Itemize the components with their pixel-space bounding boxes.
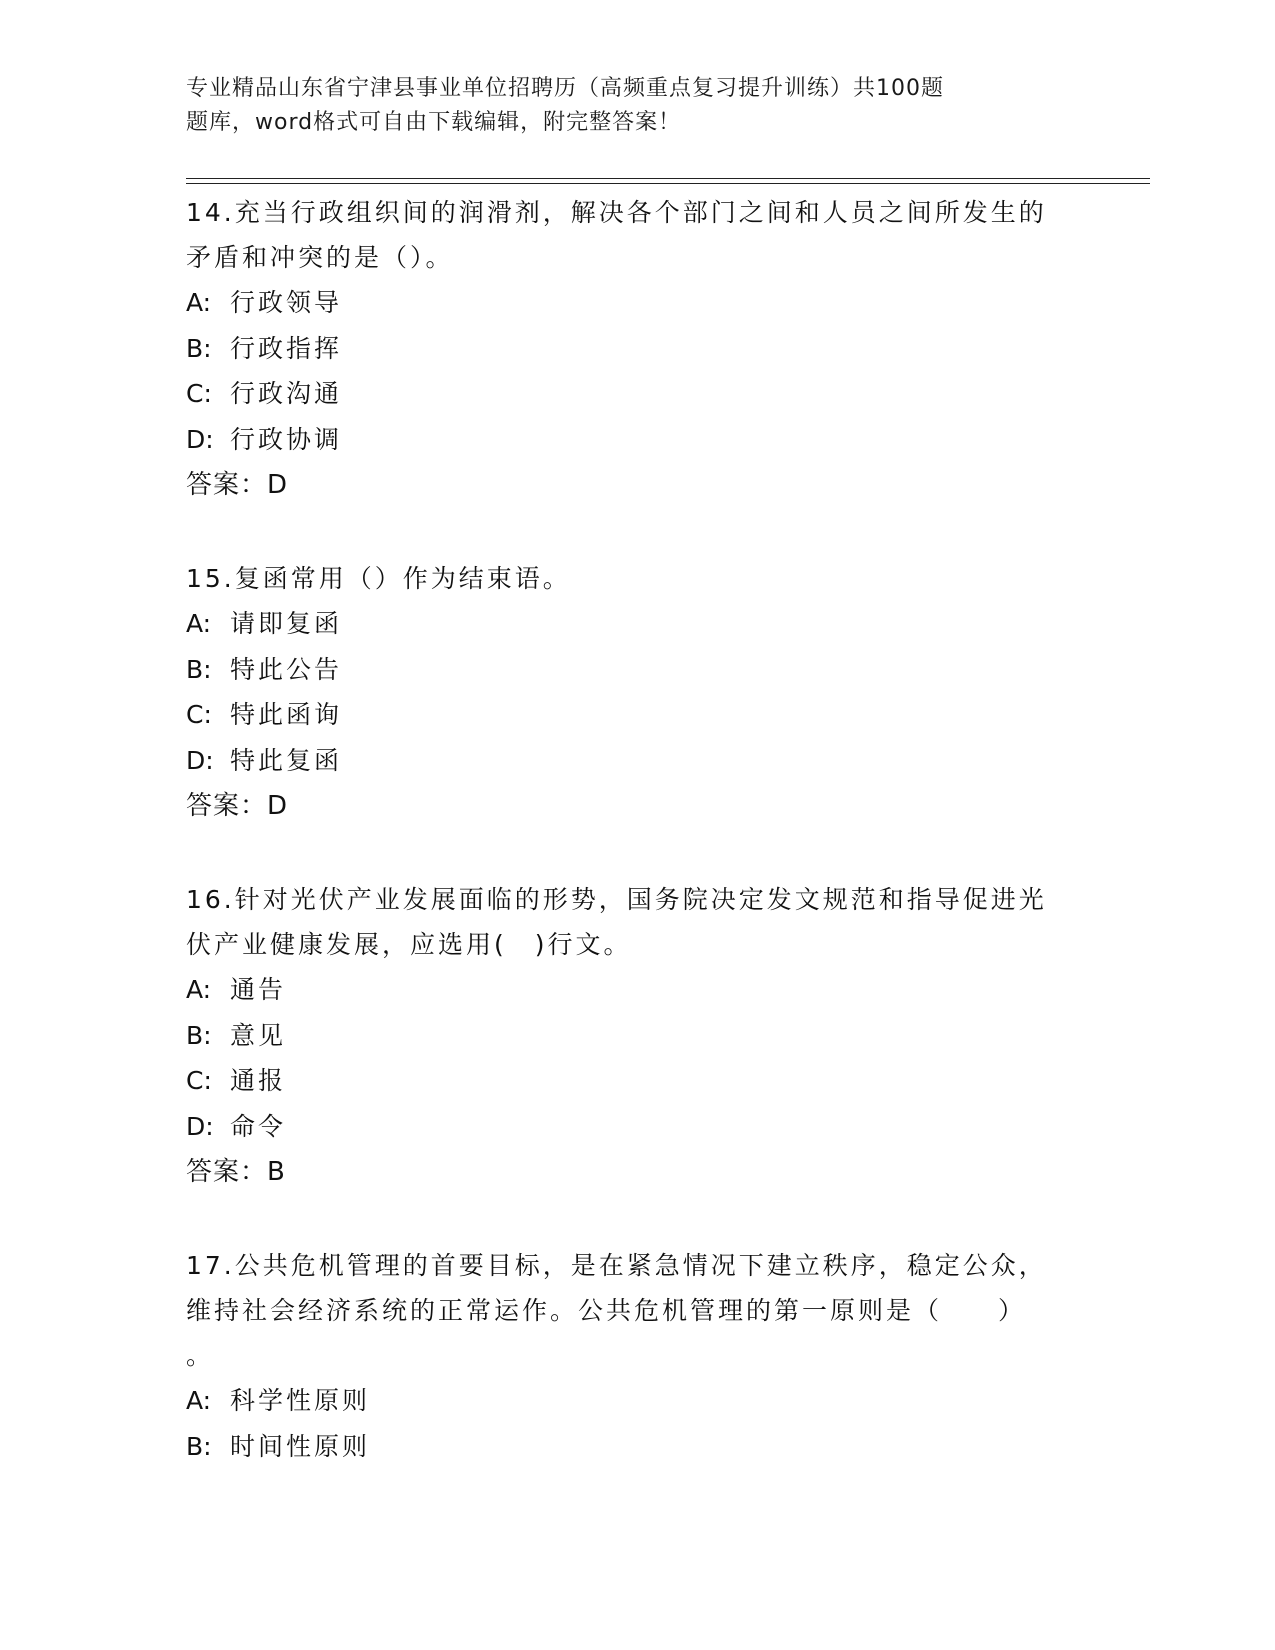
- option-a: [186, 1378, 1086, 1424]
- option-letter: C:: [186, 700, 212, 729]
- question-15: [186, 556, 1086, 829]
- option-text: 行政沟通: [230, 379, 343, 408]
- question-number: 17.: [186, 1251, 235, 1280]
- option-text: 特此公告: [230, 654, 343, 684]
- option-d: [186, 738, 1086, 784]
- option-letter: B:: [186, 333, 212, 363]
- option-b: [186, 647, 1086, 693]
- question-number: 14.: [186, 198, 235, 227]
- question-line: 公共危机管理的首要目标，是在紧急情况下建立秩序，稳定公众，: [234, 1251, 1047, 1280]
- option-d: [186, 417, 1086, 463]
- option-text: 行政领导: [230, 288, 343, 317]
- header-line-2: 题库，word格式可自由下载编辑，附完整答案！: [186, 110, 682, 135]
- document-header: [186, 72, 1066, 140]
- option-b: [186, 1424, 1086, 1470]
- header-line-1: 专业精品山东省宁津县事业单位招聘历（高频重点复习提升训练）共100题: [186, 76, 944, 101]
- option-letter: A:: [186, 609, 212, 638]
- answer-text: 答案：D: [186, 791, 289, 821]
- answer-text: 答案：D: [186, 470, 289, 500]
- answer-text: 答案：B: [186, 1157, 286, 1187]
- option-text: 特此复函: [230, 745, 343, 775]
- question-line: 伏产业健康发展，应选用( )行文。: [186, 930, 632, 959]
- question-text: [186, 1243, 1086, 1288]
- option-text: 行政指挥: [230, 333, 343, 363]
- question-14: [186, 190, 1086, 508]
- option-letter: D:: [186, 424, 214, 454]
- question-17: [186, 1243, 1086, 1469]
- option-b: [186, 326, 1086, 372]
- option-text: 特此函询: [230, 700, 343, 729]
- question-16: [186, 877, 1086, 1195]
- question-line: 。: [186, 1341, 215, 1370]
- option-c: [186, 371, 1086, 417]
- option-d: [186, 1104, 1086, 1150]
- question-text: [186, 877, 1086, 922]
- option-letter: B:: [186, 1020, 212, 1050]
- option-text: 意见: [230, 1020, 287, 1050]
- option-letter: B:: [186, 1431, 212, 1461]
- question-line: 矛盾和冲突的是（）。: [186, 243, 454, 272]
- header-rule-bottom: [186, 183, 1150, 184]
- question-line: 复函常用（）作为结束语。: [234, 564, 571, 593]
- option-text: 通报: [230, 1066, 287, 1095]
- header-rule-top: [186, 178, 1150, 179]
- option-text: 科学性原则: [230, 1386, 371, 1415]
- question-list: [186, 190, 1086, 1517]
- option-letter: A:: [186, 1386, 212, 1415]
- option-a: [186, 280, 1086, 326]
- question-line: 针对光伏产业发展面临的形势，国务院决定发文规范和指导促进光: [234, 885, 1047, 914]
- option-text: 时间性原则: [230, 1431, 371, 1461]
- option-letter: A:: [186, 288, 212, 317]
- question-line: 充当行政组织间的润滑剂，解决各个部门之间和人员之间所发生的: [234, 198, 1047, 227]
- question-number: 16.: [186, 885, 235, 914]
- option-letter: D:: [186, 1111, 214, 1141]
- question-number: 15.: [186, 564, 235, 593]
- option-c: [186, 692, 1086, 738]
- question-text: [186, 556, 1086, 601]
- option-text: 通告: [230, 975, 287, 1004]
- option-text: 行政协调: [230, 424, 343, 454]
- option-b: [186, 1013, 1086, 1059]
- option-letter: A:: [186, 975, 212, 1004]
- option-letter: C:: [186, 379, 212, 408]
- option-text: 命令: [230, 1111, 287, 1141]
- question-line: 维持社会经济系统的正常运作。公共危机管理的第一原则是（ ）: [186, 1296, 1027, 1325]
- option-text: 请即复函: [230, 609, 343, 638]
- option-letter: C:: [186, 1066, 212, 1095]
- option-letter: D:: [186, 745, 214, 775]
- option-a: [186, 601, 1086, 647]
- question-text: [186, 190, 1086, 235]
- option-a: [186, 967, 1086, 1013]
- option-letter: B:: [186, 654, 212, 684]
- option-c: [186, 1058, 1086, 1104]
